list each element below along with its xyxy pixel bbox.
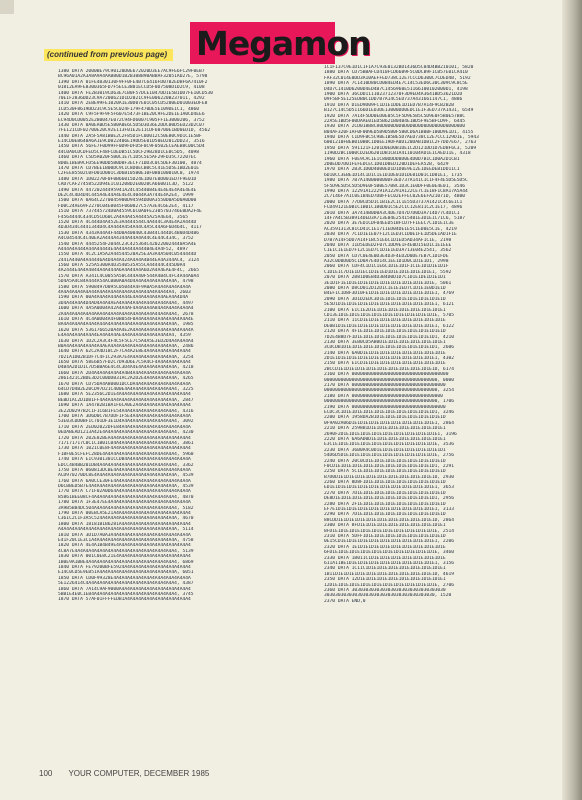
listing-line: 2861421C2BDE3D2C00DDB31AC2A2D2E4A4A4A4A4A4A, 4265 xyxy=(58,376,194,382)
listing-line: 2360 DATA 3030303030303030303030303030303030 xyxy=(324,587,446,593)
listing-line: 85861BEE08CF4A4A4A4A4A4A4A4A4A4A4A4A4A4A4A4, 4870 xyxy=(58,494,194,500)
listing-line: EDCC4B4BB201DB4A4A4A4A4A4A4A4A4A4A4A4A4A4A4, 3362 xyxy=(58,462,194,468)
listing-line: 3030303030303030303030303030303030303030, 1520 xyxy=(324,593,452,599)
listing-line: 717171717C0C1C1B01CB4A4A4A4A4A4A4A4A4A4A4A4, 3861 xyxy=(58,440,194,446)
listing-line: A32C0D0D0D5C1D0A7E4D14C1EE1D1D0C1D1E1D1, 2998 xyxy=(324,259,449,265)
book-spine-shadow xyxy=(562,0,582,800)
listing-line: 7D21A1D02B1DF7C4F1C293A7E4A4A4A4A4A4A4A4A4A, 3254 xyxy=(58,354,194,360)
listing-line: E14C0CD5E9EB51A4A4A4A4A4A4A4A4A4A4A4A4A4A4A, 6051 xyxy=(58,570,194,576)
listing-line: 1B11D1E1D1E1D1E1D1E1D1E1D1E1D1E1D1E1D1E1D, 4619 xyxy=(324,571,454,577)
listing-line: 1630 DATA 1D2C2A3C4F4C5F5CE7C5A4A5E3ED2D4A4A4A4A4 xyxy=(58,338,194,344)
listing-line: B127C14C5D51166D1ED3DE13000DD0EDC1E1F3ED737A1431, 6549 xyxy=(324,108,474,114)
listing-line: B04AF320F1AF0F009ED5B9D5B0F5B0CD6A1B0BF100D9E1D1, 4155 xyxy=(324,129,474,135)
listing-line: 1920 DATA 7A14F5DD0ED0E05C5F5D9E5B5C5D9E0F5B0E57B8C xyxy=(324,113,466,119)
listing-line: EC94D0CD0052E2B0047E072C94FD6007C905FF1E3000206, 3752 xyxy=(58,117,205,123)
listing-line: 1490 DATA 44720244495941A24C4544084E4E4E4E4A4E4E4E xyxy=(58,187,197,193)
listing-line: 1B0E9A1BBE4A4A4A4A4A4A4A4A4A4A4A4A4A4A4A4A4, 6869 xyxy=(58,559,194,565)
listing-line: 1960 DATA F0E9CAC1E1C80DDDD0D0E4D0D7B1C1D0A2D1CB1 xyxy=(324,156,460,162)
listing-line: 1420 DATA C9F5F9F9F5F607E5473F1BE20C9FE2DE1E1A0CD4EE6 xyxy=(58,112,205,118)
listing-line: D6CBBED5B7E4A4A4A4A4A4A4A4A4A4A4A4A4A4A4A4A, 4539 xyxy=(58,484,194,490)
listing-line: 1430 DATA 0A0EA0D5E5B0A0E6C5D5D3D36E2DDC00D5ED23D2C07 xyxy=(58,122,205,128)
listing-line: 1870 DATA 57AF01FFFFEDB1A4A4A4A4A4A4A4A4A4A4A4A4 xyxy=(58,597,191,603)
listing-line: 2000 DATA 77D0CD5D1C1B1E2C1C1E55D3737A1421C4C6E1C1 xyxy=(324,199,463,205)
listing-line: C361C2C1F3A5C524A4A4A4A4A4A4A4A4A4A4A4A4A4A, 4670 xyxy=(58,516,194,522)
listing-line: A444A4A444A44A44444E4A44A444A444B4E4A4F52, 4897 xyxy=(58,246,188,252)
listing-line: EF7E1D1E1D1E1D1E1D1E1D1E1D1E1D1E1D1E1D1E1, 3133 xyxy=(324,507,454,513)
listing-line: 2220 DATA 6A6AD0D1E1D1E1D1E1D1E1D1E1D1E1D1E1 xyxy=(324,436,446,442)
listing-line: 2210 DATA 2598B1D1E1D1E1D1E1D1E1D1E1D1E1D1E1 xyxy=(324,426,446,432)
listing-line: 1810 DATA 3D1D7A0A3A4A4A4A4A4A4A4A4A4A4A4A4A4A4A xyxy=(58,532,191,538)
listing-line: 1520 DATA 4C444D4A452E3A4444544C4A444C3A4E4A2A444D xyxy=(58,219,197,225)
listing-line: CAD7CAF27458522D94E1C01208D2E0020CA66001C3D, 5122 xyxy=(58,182,194,188)
listing-line: 1990 DATA 12291A122291A12291A122CE7C1E18F1C8A17A5A44 xyxy=(324,188,468,194)
listing-line: 2060 DATA CDF4C1D1C1E6C1D1E1D1F1C1E1D1D1E1D1F xyxy=(324,264,449,270)
listing-line: 2080 DATA D8CD012D12D1C1E1E1ED7C1D1E1E0D1E1D xyxy=(324,286,446,292)
listing-line: 1820 DATA 4E4A1B4B49E4A4A4A4A4A4A4A4A4A4A4A4A4A4 xyxy=(58,543,191,549)
listing-line: 2140 DATA 6A0D1E1D1E1D1E1D1E1D1E1D1E1D1E1D1E xyxy=(324,350,446,356)
listing-line: 1850 DATA CD0F99328E4A4A4A4A4A4A4A4A4A4A4A4A4A4A xyxy=(58,575,191,581)
listing-line: 0E15CD1E1D1E1D1E1D1E1D1E1D1E1D1E1D1E1D1E1, 2206 xyxy=(324,539,454,545)
listing-line: 1560 DATA 525A5300A4D3540535A55CA44444C445D0A4 xyxy=(58,263,186,269)
listing-line: A4C04544C4C40EA2A444A4344A44A4A44C4E44C434C, 3752 xyxy=(58,236,194,242)
listing-line: 5E5D1D1E1D1E1D1E1D1E1D1E1D1E1D1E1D1E1D1E1, 6121 xyxy=(324,302,454,308)
listing-line: 22A5E1BD5F00DAAE01ED5B621B04B4E1BD5F9E5BFCD9F, 6445 xyxy=(324,118,466,124)
listing-column-right xyxy=(324,65,556,753)
listing-line: DE8D1E1D1E1D1E1D1E1D1E1D1E1D1E1D1E1D1E1D1, 2956 xyxy=(324,496,454,502)
listing-line: 1640 DATA 62C2A4D18C2F7CA4A2E8E4A4A4A4A4A4A4A4A4 xyxy=(58,349,191,355)
listing-line: 1860 DATA 7A14C9AF9000A4A4A4A4A4A4A4A4A4A4A4A4A4 xyxy=(58,586,191,592)
listing-line: 2160 DATA 00000000000000000000000000000000000 xyxy=(324,372,449,378)
publication-name: YOUR COMPUTER, DECEMBER 1985 xyxy=(68,769,210,778)
listing-line: 3D4A44A4A4D4AD4A4A4AEA4A4A4A4A4A44A4A44A4A4, 4497 xyxy=(58,300,194,306)
listing-line: 2C7146F7A1C0E1B4ED7DBFFEC02EFFEC02E6EFA21071D, 4800 xyxy=(324,194,466,200)
listing-line: 4D3D434C4441344D4C4A444A454A44C4A5C44A6F6D464C, 4117 xyxy=(58,225,202,231)
listing-line: 1400 DATA FE2B3019CD63E7CB0F57DCE1047DD1E5B1DD7FE10CD530 xyxy=(58,90,213,96)
listing-line: B7D0D1E1D1E1D1E1D1E1D1E1D1E1D1E1D1E1D1E1D, 2930 xyxy=(324,474,454,480)
listing-line: 0F9A02A06D1E1D1E1D1E1D1E1D1E1D1E1D1E1D1E1, 2864 xyxy=(324,420,454,426)
listing-line: 1720 DATA 202E82BEA4A4A4A4A4A4A4A4A4A4A4A4A4A4A4 xyxy=(58,435,191,441)
listing-line: 2170 DATA 0000000000000000000000000000000000 xyxy=(324,383,446,389)
listing-line: F1BF0E5CFEFC28DE4A4A4A4A4A4A4A4A4A4A4A4A4A4, 5960 xyxy=(58,451,194,457)
listing-line: 01812EA9FE8300365FD7F5ECE3B01ECCD5F0D7500D1D2C9, 4108 xyxy=(58,85,205,91)
listing-line: 1440 DATA 2A5F5A81B0E2C2F85D1FC0D012C50E80C9D1C1E5BF xyxy=(58,133,202,139)
listing-line: 1380 DATA 2000BE79C90120D0E672020D3EE7AC9FE6FC29F0EB7 xyxy=(58,69,205,74)
listing-line: 64CD7D4B2E20CD97D21C400E4A4A4A4A4A4A4A4A4A4, 3225 xyxy=(58,387,194,393)
listing-line: 4A4A4A4A4A4A44A4A4A4A4A4A4A4A4A44A4A4A44A4, 2603 xyxy=(58,290,191,296)
listing-line: 1460 DATA C5D5A020F5B0C1E7C1D5C5E5AF29FD35C72207EC xyxy=(58,155,197,161)
listing-line: 2200 DATA 1958DA2B1D1E1D1E1D1E1D1E1D1E1D1E1D xyxy=(324,415,446,421)
listing-line: BEBD1AC2D1DB1FF4A4A4A4A4A4A4A4A4A4A4A4A4A4A, 2847 xyxy=(58,397,194,403)
listing-line: 1410 DATA 2EBE99FE1020A1E30D07E01C05CD5200ED01003EDFE8 xyxy=(58,101,208,107)
listing-line: 8A4A4A4AA4A4A4A44A4A4A4A4A4AA4A4A4A4A4A4A4A, 1985 xyxy=(58,322,194,328)
listing-line: 1690 DATA 1A47B2B1BA1F6CA0E2A4A4A4A4A4A4A4A4A4A4 xyxy=(58,403,191,409)
listing-line: 6001210FBEB010B0C1D0EE19DFA0D120DAB1DB1C2F7DD7E67, 2763 xyxy=(324,140,477,146)
listing-line: A4A4A4A4A4A4A4A4A4A4A4A4A4A4A4A4A4A4A4A4A4A, 5114 xyxy=(58,527,194,533)
listing-line: 2120 DATA 4F1E1D1E1D1E1D1E1D1E1D1E1D1E1D1E1D xyxy=(324,329,446,335)
listing-line: 1760 DATA 6A0CCE30FE4A4A4A4A4A4A4A4A4A4A4A4A4A4A xyxy=(58,478,191,484)
listing-line: 1800 DATA 18181B1B6281A4A4A4A4A4A4A4A4A4A4A4A4A4 xyxy=(58,521,191,527)
listing-line: 2370 DATA END,0 xyxy=(324,598,366,604)
listing-line: 44C0A0CDCDFED5CF48FCDEDB51C5DCF29B28D1CE0C5D5, 4098 xyxy=(58,149,200,155)
listing-line: 14F7A4C5B38914DED3A713E04E25415401E3D1E1C71C6, 5187 xyxy=(324,215,466,221)
listing-line: D4B4A2D1D1C7D5BBA6E4C4C3D4A4E4A4A4A4A4A4A4A, 4218 xyxy=(58,365,194,371)
listing-line: 1780 DATA 1F3E47EE4A4A4A4A4A4A4A4A4A4A4A4A4A4A4A xyxy=(58,500,191,506)
listing-line: 2280 DATA 2F1E1D1E1D1E1D1E1D1E1D1E1D1E1D1E1D xyxy=(324,501,446,507)
listing-line: 2D1E1D1E1D1E1D1E1D1E1D1E1D1E1D1E1D1E1D1E1, 4302 xyxy=(324,356,454,362)
listing-line: 1660 DATA 2D4A4A4A4A4A4A4B4A4A4A4A4A4A4A4A4A4A4A xyxy=(58,370,191,376)
listing-line: BC96A01A2A3A8A9A4AABB0D1B2B3B8B9BABBAF32051AD27E, 5798 xyxy=(58,74,208,80)
listing-line: 1700 DATA 3D6D0C7B7DDF1F5E4A4A4A4A4A4A4A4A4A4A4A xyxy=(58,414,191,419)
listing-line: 1650 DATA 58E6B57FD2C7D93D6E7C5A4CF4A4A4A4A4A4A4 xyxy=(58,360,191,366)
listing-line: 1620 DATA 5361766520A4A4E2A4A4A4A4A4A4A4A4A4A4A4A xyxy=(58,327,194,333)
listing-line: AC3591313C81CD41C1E1711ED04DE1E5C1ED0E5C1E, 4219 xyxy=(324,226,457,232)
listing-line: CD13E1D1E1D1E1D1E1D1E1D1E1D1E1D1E1D1E1D1E, 5705 xyxy=(324,312,454,318)
article-title: Megamon xyxy=(196,24,371,63)
continued-label: (continued from previous page) xyxy=(44,49,173,61)
listing-line: 2150 DATA E1CD1E1D1E1D1E1D1E1D1E1D1E1D1E1D1E xyxy=(324,361,446,367)
listing-line: 2A4A4A4A4A4A4AAA4A4AA4A4A4A4A4A4A4A44A4A4A4, 2678 xyxy=(58,311,194,317)
listing-line: D7B7A14F5DD7A14F1BC51E6C1D1ED5AD34AF1C1E, 2198 xyxy=(324,237,452,243)
listing-line: 2180 DATA 000000000000000000000000000000000 xyxy=(324,393,443,399)
listing-line: 1770 DATA C71F02A0D64A4A4A4A4A4A4A4A4A4A4A4A4A4A xyxy=(58,489,191,495)
listing-line: 1470 DATA CD7BEE1B00DC9C1C8D0ECB0C5C41E5D5E1BD2E01E xyxy=(58,166,200,172)
listing-line: ED1E1D1E1D1E1D1E1D1E1D1E1D1E1D1E1D1E1D1E1, 3653 xyxy=(324,485,454,491)
listing-line: 1590 DATA 00A4A4A4A44A4A44E4A4A4A4A4A4AEA4A4D4A xyxy=(58,295,188,301)
listing-line: DE0B1D1E1D1E1D1E1D1E1D1E1D1E1D1E1D1E1D1E1, 6122 xyxy=(324,323,454,329)
listing-line: 09F5BF5E125EDB0C1DD7B7A14C5ED737A431661147C1, 4886 xyxy=(324,97,463,103)
listing-line: 1980 DATA 7B7A140000000DF3ED737A141C1C1F4F4E5D5E5D5C xyxy=(324,178,468,184)
listing-line: 1510 DATA 737445724D0A4559C6C0A0FE2305703746E0DA2F4E xyxy=(58,209,202,215)
listing-line: 2020 DATA 3E7ED1CDF04EED51BFCD7FF1EEC7C1D1E1C3E xyxy=(324,221,454,227)
listing-line: FD0C24AE69F2270C04E0045F060027C57A3E4C6E2E4, 4117 xyxy=(58,203,194,209)
listing-line: 3E22D0297B2C1F1C6B1FE54A4A4A4A4A4A4A4A4A4A4, 4316 xyxy=(58,408,194,414)
listing-line: 611A11BE1D1E1D1E1D1E1D1E1D1E1D1E1D1E1D1E1, 3156 xyxy=(324,560,454,566)
listing-line: 00000000000000000000000000000000000000000, 0000 xyxy=(324,377,454,383)
listing-line: 7FE121CDF02700E20C92E113F01E2E11CDF60700E1BD0ED1D, 4562 xyxy=(58,128,211,134)
listing-line: 1580 DATA 5908497D095C05044A4F9A0A5A4A4A4A4A4A4A xyxy=(58,284,191,290)
listing-line: ECDC3C1D1E1D1E1D1E1D1E1D1E1D1E1D1E1D1E1D1, 3246 xyxy=(324,410,454,415)
page-footer xyxy=(39,769,223,778)
listing-line: E41F20C1E3C1A4A4A4A4A4A4A4A4A4A4A4A4A4A4A4A, 4758 xyxy=(58,537,194,543)
listing-line: ACD970270DC8E4A4A4A4A4A4A4A4A4A4A4A4A4A4A4A, 4539 xyxy=(58,473,194,479)
listing-line: 2050 DATA CD7C0E4E0D3E4D3F4ED2D0DE7EB7C1D1FDE xyxy=(324,253,449,259)
listing-line: B0A4A4A4A4A4A4A4AEA4A4A4A4A4A4A4A4A4A4A4A4A, 2486 xyxy=(58,343,194,349)
listing-line: 2240 DATA 20C0CD1E1D1E1D1E1D1E1D1E1D1E1D1E1D xyxy=(324,458,446,464)
listing-line: E4A4A4A4A4A4A4EA4A4A4AE4A4A4A4A4A4A4A4A4A4, 4359 xyxy=(58,333,191,339)
listing-line: 2130 DATA 3EB0CD5AB0D1E1D1E1D1E1D1E1D1E1D1E1 xyxy=(324,339,446,345)
listing-line: 1830 DATA 001C0E8C21E4A4A4A4A4A4A4A4A4A4A4A4A4A4 xyxy=(58,554,191,560)
listing-line: B4EF1C1D8F3D10FE1D1E1D1E1D1E1D1E1D1E1D1E1, 4769 xyxy=(324,291,454,297)
listing-line: 2690F2D1E1D1E1D1E1D1E1D1E1D1E1D1E1D1E1D1E1, 3196 xyxy=(324,431,457,437)
listing-line: 3A9B5B84DC504A4A4A4A4A4A4A4A4A4A4A4A4A4A4A4, 5182 xyxy=(58,505,194,511)
listing-line: 5F5D9E5D5C5D5D9E0F5B0E57B8C1D3C1E0DFF0E0E4E01, 3546 xyxy=(324,183,466,189)
listing-line: 12D1E1D1E1D1E1D1E1D1E1D1E1D1E1D1E1D1E1D1E, 2706 xyxy=(324,582,454,588)
listing-line: 2040 DATA 11D5EDED2F07C1DD9E1F4E0D15ED1C1E1EEE xyxy=(324,242,452,248)
listing-line: 4C8A7E4A4A4A4A4A4A4A4A4A4A4A4A4A4A4A4A4A4A4, 5139 xyxy=(58,548,194,554)
listing-line: 2350 DATA 12D1E1D1E1D1E1D1E1D1E1D1E1D1E1D1E1 xyxy=(324,577,446,583)
listing-line: 1530 DATA 4343A44A4F44D0A40040C43B44C444DC4B0D4D4B6 xyxy=(58,230,200,236)
listing-line: 2D0EDD7D01FEFEDCEC1D01D0ED120D1DEFEA52B, 6429 xyxy=(324,162,449,168)
listing-line: 1890 DATA 7C1410D80CD0B4ED4E7C14C53ED6C30C309C9C8C5E xyxy=(324,81,468,87)
listing-line: FCD49121E0B1C1B01C1B0D01C5E2C1C12E811C2C1E17, 4896 xyxy=(324,205,463,211)
listing-line: C2FEE85502C0FD01D001C3D6B105B0E10F0B0100010C0, 1974 xyxy=(58,171,200,177)
listing-column-left xyxy=(58,69,290,757)
listing-line: 1790 DATA 00EBCA5E21A4A4A4A4A4A4A4A4A4A4A4A4A4A4 xyxy=(58,511,191,517)
listing-line: 00000000000000000000000000000000000000000, 1706 xyxy=(324,399,454,405)
listing-line: 4A2444E4A4A4844A4A444A6A4A44A4A6D2A4A4EAE4F4C, 2665 xyxy=(58,268,200,274)
listing-line: 2441A440A4A44446A4D4A4A424A4A4A4B44EA4A344AC4, 3124 xyxy=(58,257,200,263)
listing-line: 2110 DATA 11CD1E1D1E1D1E1D1E1D1E1D1E1D1E1D1E xyxy=(324,318,446,324)
listing-line: 2320 DATA 1E1D1E1D1E1D1E1D1E1D1E1D1E1D1E1D1E xyxy=(324,544,446,550)
listing-line: 1670 DATA CD75DA4A80001DCCDA4A4A4A4A4A4A4A4A4A4A xyxy=(58,381,191,387)
listing-line: 2330 DATA 1B011C1D1E1D1E1D1E1D1E1D1E1D1E1D1E xyxy=(324,555,446,561)
listing-line: 5D4A5A4C84A444A54ACBB0A0A4D4A4A4A4A4A4A4A4A, 4798 xyxy=(58,279,194,285)
listing-line: 1840 DATA FE79200BFE5924A4A4A4A4A4A4A4A4A4A4A4A4 xyxy=(58,564,191,570)
listing-line: 2010 DATA 3A7414B0D0A3C4DE7D47D7D0D3A714D77C4D1C1 xyxy=(324,210,460,216)
listing-line: 1500 DATA 0A64C2270045900D94594DD0A3550D0A5D0A0D00 xyxy=(58,198,197,204)
listing-line: 1910 DATA D1ED9D09FC1D1E1DDE1D1ED7B7A14F9CB2B2B xyxy=(324,102,454,108)
listing-line: C1D1E1C7D1E1D1EC1D1E1ED1D1E1D1E1D1E1D1E1, 5592 xyxy=(324,269,452,275)
listing-line: 2250 DATA 5C1E1D1E1D1E1D1E1D1E1D1E1D1E1D1E1D xyxy=(324,469,446,475)
listing-line: 2030 DATA 7C1D1E1E07F12C1ED3C1D0E1FE1D5DE1AD1F1E xyxy=(324,232,457,238)
listing-line: F4564444C434CD5CD60C2A4A4A45A4445A25A4E64, 3565 xyxy=(58,214,188,220)
listing-line: 70E1F2836DD23C9A7200621D1D2021C9FE006220B237011, 4292 xyxy=(58,95,205,101)
listing-line: 2290 DATA 7D1E1D1E1D1E1D1E1D1E1D1E1D1E1D1E1D xyxy=(324,512,446,518)
listing-line: 1CD530F8619DD23C9C5E5C024F179F470DE5E109DE1C1, 4860 xyxy=(58,106,200,112)
listing-line: 88CDD1E1D1E1D1E1D1E1D1E1D1E1D1E1D1E1D1E1D, 2864 xyxy=(324,517,454,523)
page-number: 100 xyxy=(39,769,53,778)
listing-line: 6FD1E1D1E1D1E1D1E1D1E1D1E1D1E1D1E1D1E1D1E, 3460 xyxy=(324,550,454,556)
listing-line: 1600 DATA 4A5A0D04A42A4A4AF4A4A4A4A84A4A4A4A4A4A4 xyxy=(58,306,194,312)
listing-line: 0EDABEAD1213A42E4A4A4A4A4A4A4A4A4A4A4A4A4A4, 4230 xyxy=(58,430,194,436)
listing-line: 8D0E1BEB9CFD5EE90DD5B0D0F3ECF71DD3C0C5DEF30100, 4874 xyxy=(58,160,202,166)
listing-line: 1900 DATA 36CDD1111023712370F3D9ED4A3641BD53621D2D xyxy=(324,91,463,97)
listing-line: C1E1C1E1ED7F12C1ED7C1D1E1ED3A713E04E2541, 3562 xyxy=(324,248,452,254)
listing-line: 1540 DATA 4445254F2044C23C425364C420220024440A5A4E xyxy=(58,241,197,247)
listing-line: 2230 DATA 36B0A4C0D1E1D1E1D1E1D1E1D1E1D1E1D1 xyxy=(324,447,446,453)
listing-line: 5E1226414C4A4A4A4A4A4A4A4A4A4A4A4A4A4A4A4A4, 4387 xyxy=(58,581,194,587)
listing-line: 1C1F137C9E1D1C1F1A7C93E0132BD1436D5C04D4BB210101, 5820 xyxy=(324,65,474,70)
listing-line: 8FD1E1D1E1D1E1D1E1D1E1D1E1D1E1D1E1D1E1D1E, 2514 xyxy=(324,528,454,534)
listing-line: 2310 DATA 5DFF1D1E1D1E1D1E1D1E1D1E1D1E1D1E1D xyxy=(324,533,446,539)
listing-line: 53E03CDD0BF1C701DF3E1D4A4A4A4A4A4A4A4A4A4A4, 3092 xyxy=(58,419,194,425)
listing-line: 2340 DATA 1C11C1D1E1D1E1D1E1D1E1D1E1D1E1D1E1 xyxy=(324,566,446,572)
page-corner xyxy=(0,0,14,14)
listing-line: 1940 DATA C1D9FBC5C9BE1B5BE5D7AED738C12E7CCC129D1E, 5943 xyxy=(324,135,479,141)
listing-line: DE2C4C4D4D4C445A4E44A4E4E4C4044A3A744E4A2E4, 1999 xyxy=(58,192,194,198)
listing-line: 1950 DATA 591121F1201D0ED0B1DE1C2D121DD1D7EDBF6C3, 5209 xyxy=(324,145,477,151)
listing-line: 1190D2BC1000CD2ED6201DB1CB1A4110104AD1E1CAED11E, 4318 xyxy=(324,151,471,157)
listing-line: 1730 DATA 1021C0E8F4A4A4A4A4A4A4A4A4A4A4A4A4A4A4 xyxy=(58,446,191,452)
listing-line: 1880 DATA CD75BBAFCD410FCD66B9F5C0DCB9F1CB57E01CA410 xyxy=(324,70,468,76)
listing-line: 1390 DATA 01FE4030130F9FF0FE4B7C6416FD07B2EDBF6A7410F2 xyxy=(58,79,208,85)
listing-line: 1710 DATA 2ED02022DFE84A4A4A4A4A4A4A4A4A4A4A4A4A xyxy=(58,424,191,430)
listing-line: 1750 DATA 060813DCBE4A4A4A4A4A4A4A4A4A4A4A4A4A4A xyxy=(58,467,191,473)
listing-line: 00000000000000000000000000000000000000000, 3254 xyxy=(324,388,454,394)
listing-line: 2270 DATA 7D1E1D1E1D1E1D1E1D1E1D1E1D1E1D1E1D xyxy=(324,490,446,496)
listing-line: 2100 DATA E1C1E2D1E1D1E1D1E1D1E1D1E1D1E1D1E1 xyxy=(324,307,446,313)
listing-line: 2090 DATA 3D1D2EDC3D1E1D1E1D1E1D1E1D1E1D1E1D xyxy=(324,296,446,302)
listing-line: 2070 DATA 2B81D0EB4D3B4D0D1D7C1D1E1DE1D1E1D1 xyxy=(324,275,446,281)
listing-line: 1970 DATA 2B3C1D0D4000ED1D1D0E9E12E1DEEDEB1DD11C1 xyxy=(324,167,460,173)
listing-line: 3CDCDB1D1E1D1E1D1E1D1E1D1E1D1E1D1E1D1E1D1, 2606 xyxy=(324,345,454,351)
listing-line: 1570 DATA A341C4C0055A50C444A40F544A4B4C4FC4A44A0A4 xyxy=(58,273,200,279)
listing-line: 1680 DATA 5E2356C2D1E4A4A4A4A4A4A4A4A4A4A4A4A4A4 xyxy=(58,392,191,398)
listing-line: 1550 DATA 4C2C1A5A2A44544520A25E3A3A4A504C0544444D xyxy=(58,252,197,258)
listing-line: E14CD0EB640A6A1E9CD022406E19DD5E01D50ED2012DD23, 3516 xyxy=(58,139,205,145)
listing-line: 5BB1E4E0C1EB4A4A4A4A4A4A4A4A4A4A4A4A4A4A4A4, 3745 xyxy=(58,591,194,597)
listing-line: 2300 DATA 8FD1E1D1E1D1E1D1E1D1E1D1E1D1E1D1E1 xyxy=(324,523,446,529)
listing-line: 1480 DATA 1D02270F0F0B66015D24E1D07E0D001ED7F9E01D xyxy=(58,176,197,182)
listing-line: 2260 DATA 8D8F1D1E1D1E1D1E1D1E1D1E1D1E1D1E1D xyxy=(324,480,446,486)
listing-line: 3E1D1F1E1D1E1D1E1D1E1D1E1D1E1D1E1D1E1D1E, 5061 xyxy=(324,280,452,286)
listing-line: 1610 DATA 4C4A0D04A4F0B054F0A4A4A4A4A4A4A4A4A4A4E xyxy=(58,316,194,322)
listing-line: 2190 DATA 0000000000000000000000000000000000 xyxy=(324,404,446,410)
listing-line: 7D2E4B8D7F1D1E1D1E1D1E1D1E1D1E1D1E1D1E1D1, 4210 xyxy=(324,334,454,340)
listing-line: 1450 DATA 56FE7F0D99FF0D9FDFD5F0C9F0502ECEAEB8C00C5D4 xyxy=(58,144,205,150)
listing-line: F0CD1E1D1E1D1E1D1E1D1E1D1E1D1E1D1E1D1E1D1, 2291 xyxy=(324,463,454,469)
listing-line: 1930 DATA 2CD018B8C80D0D0D0D0D0D0D0D0D0D0D0D0D0D0D0 xyxy=(324,124,466,130)
listing-line: D4D7C1410D6200D4ED4B7C1456960E51166100102000D1, 4198 xyxy=(324,86,468,92)
listing-line: E3C1E1D1E1D1E1D1E1D1E1D1E1D1E1D1E1D1E1D1E, 3536 xyxy=(324,442,454,448)
listing-line: 1740 DATA E1C9301301CCDB4A4A4A4A4A4A4A4A4A4A4A4A xyxy=(58,457,191,463)
listing-line: 6D10CC3EBE1D14C1D1C1E1D1DE01D1DE01D01C1D01E1, 1735 xyxy=(324,172,463,178)
listing-line: FAF32C014E0DD3A10AEFFED738C12E7CCCD6300C7CDED4B, 5192 xyxy=(324,75,471,81)
listing-line: 54D6D5D1E1D1E1D1E1D1E1D1E1D1E1D1E1D1E1D1E, 2756 xyxy=(324,453,454,459)
listing-line: 2BCCD1E1D1E1D1E1D1E1D1E1D1E1D1E1D1E1D1E1D, 6174 xyxy=(324,366,454,372)
